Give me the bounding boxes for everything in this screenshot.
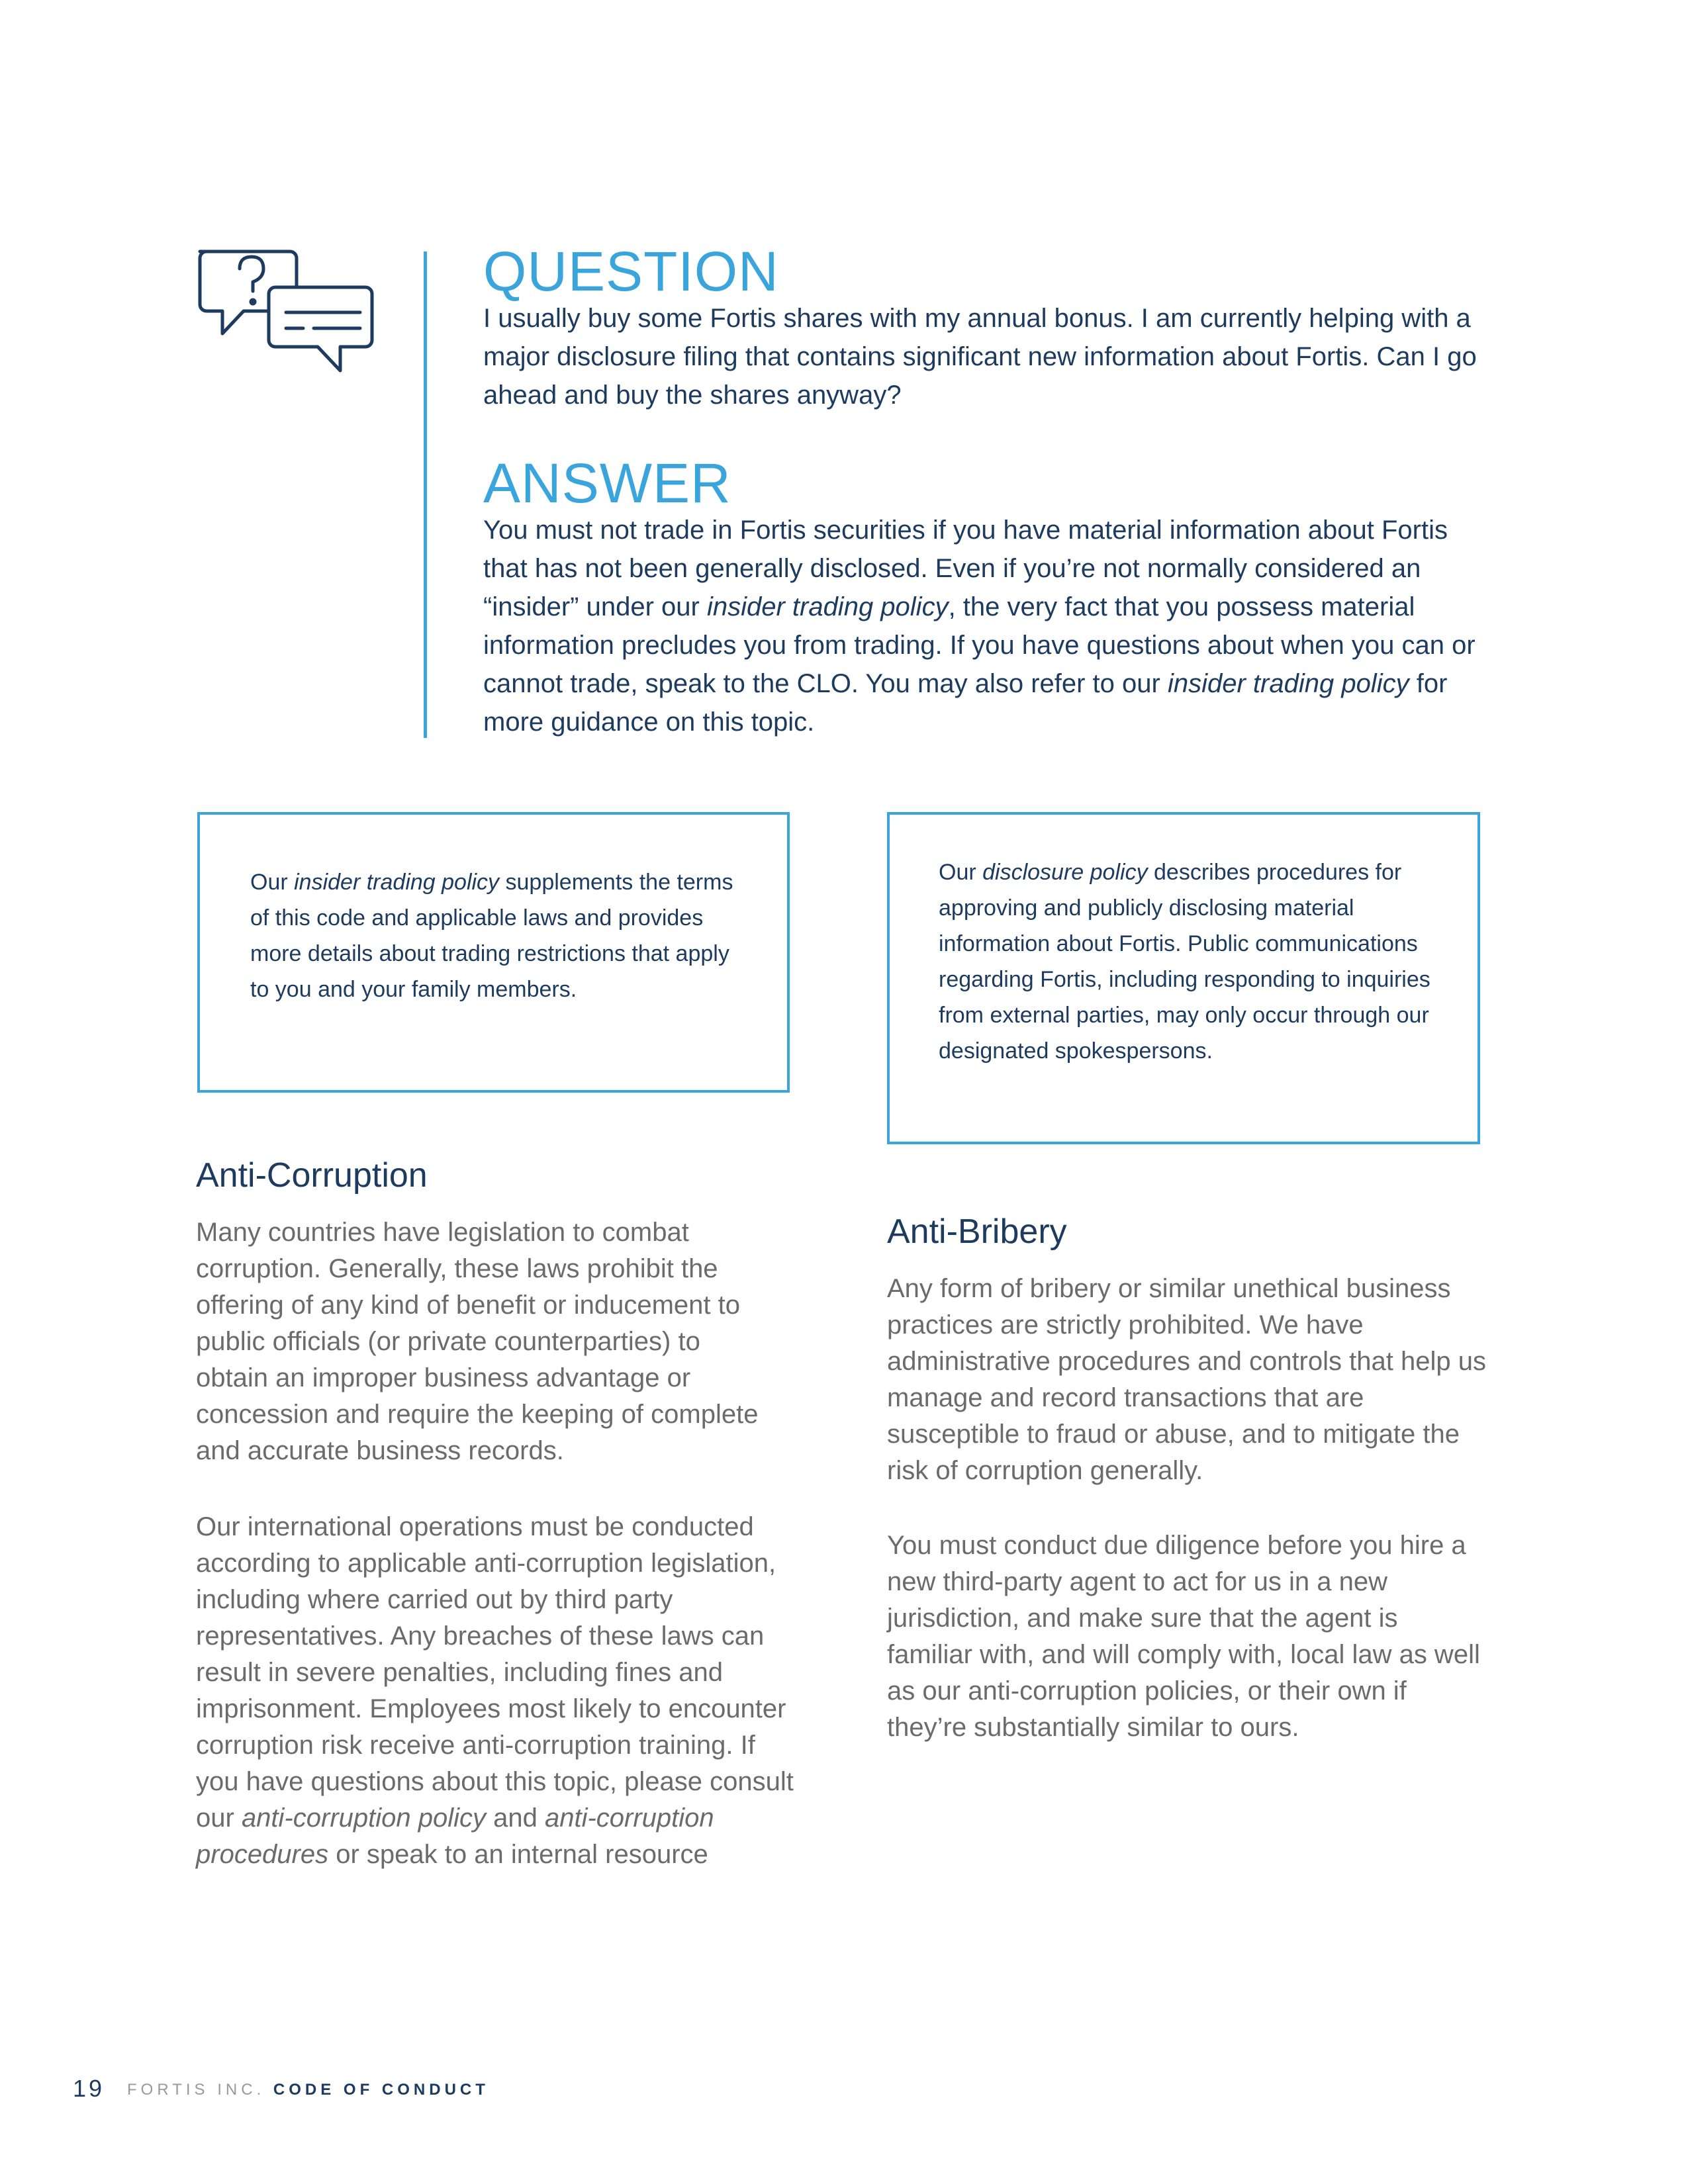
speech-bubbles-question-icon — [192, 246, 377, 379]
anti-corruption-procedures-ref: anti-corruption procedures — [196, 1803, 714, 1869]
anti-bribery-p1: Any form of bribery or similar unethical business practices are strictly prohibited. We have administrative procedures and controls that help us manage and record transactions that are susceptible to fraud or abuse, and to mitigate the risk of corruption generally. — [887, 1274, 1486, 1485]
footer-document: CODE OF CONDUCT — [273, 2081, 489, 2099]
answer-text-2: , the very fact that you possess material information precludes you from trading. If you have questions about when you can or cannot trade, speak to the CLO. You may also refer to our — [483, 592, 1476, 698]
insider-trading-callout — [197, 812, 790, 1093]
anti-corruption-policy-ref: anti-corruption policy — [241, 1803, 486, 1833]
disclosure-callout-text: Our disclosure policy describes procedures for approving and publicly disclosing material information about Fortis. Public communications regarding Fortis, including responding to inquiries from external parties, may only occur through our designated spokespersons. — [939, 860, 1430, 1064]
disclosure-policy-callout — [887, 812, 1480, 1144]
question-body: I usually buy some Fortis shares with my annual bonus. I am currently helping with a major disclosure filing that contains significant new information about Fortis. Can I go ahead and buy the shares anyway? — [483, 304, 1477, 410]
disclosure-callout-policy: disclosure policy — [982, 860, 1148, 885]
question-heading: QUESTION — [483, 240, 779, 302]
insider-callout-text: Our insider trading policy supplements the terms of this code and applicable laws and provides more details about trading restrictions that apply to you and your family members. — [250, 870, 733, 1002]
anti-corruption-title: Anti-Corruption — [196, 1156, 428, 1195]
page-number: 19 — [73, 2075, 105, 2102]
insider-callout-policy: insider trading policy — [294, 870, 500, 895]
answer-body — [483, 511, 1496, 741]
footer-company: FORTIS INC. — [127, 2081, 265, 2099]
answer-heading: ANSWER — [483, 452, 731, 514]
insider-trading-policy-link: insider trading policy — [706, 592, 949, 621]
footer-document-title — [127, 2081, 489, 2099]
anti-bribery-title: Anti-Bribery — [887, 1212, 1067, 1251]
anti-bribery-p2: You must conduct due diligence before you hire a new third-party agent to act for us in a new jurisdiction, and make sure that the agent is familiar with, and will comply with, local law as well as our anti-corruption policies, or their own if they’re substantially similar to ours. — [887, 1531, 1480, 1742]
answer-text-3: for more guidance on this topic. — [483, 669, 1448, 737]
qa-divider-rule — [424, 251, 427, 738]
answer-text-1: You must not trade in Fortis securities if you have material information about Fortis that has not been generally disclosed. Even if you’re not normally considered an “insider” under our — [483, 516, 1448, 621]
anti-corruption-p2: Our international operations must be conducted according to applicable anti-corruption legislation, including where carried out by third party representatives. Any breaches of these laws can result in severe penalties, including fines and imprisonment. Employees most likely to encounter corruption risk receive anti-corruption training. If you have questions about this topic, please consult our anti-corruption policy and anti-corruption procedures or speak to an internal resource — [196, 1512, 794, 1869]
anti-corruption-p1: Many countries have legislation to combat corruption. Generally, these laws prohibit the offering of any kind of benefit or inducement to public officials (or private counterparties) to obtain an improper business advantage or concession and require the keeping of complete and accurate business records. — [196, 1218, 759, 1465]
insider-trading-policy-link-2: insider trading policy — [1167, 669, 1409, 698]
